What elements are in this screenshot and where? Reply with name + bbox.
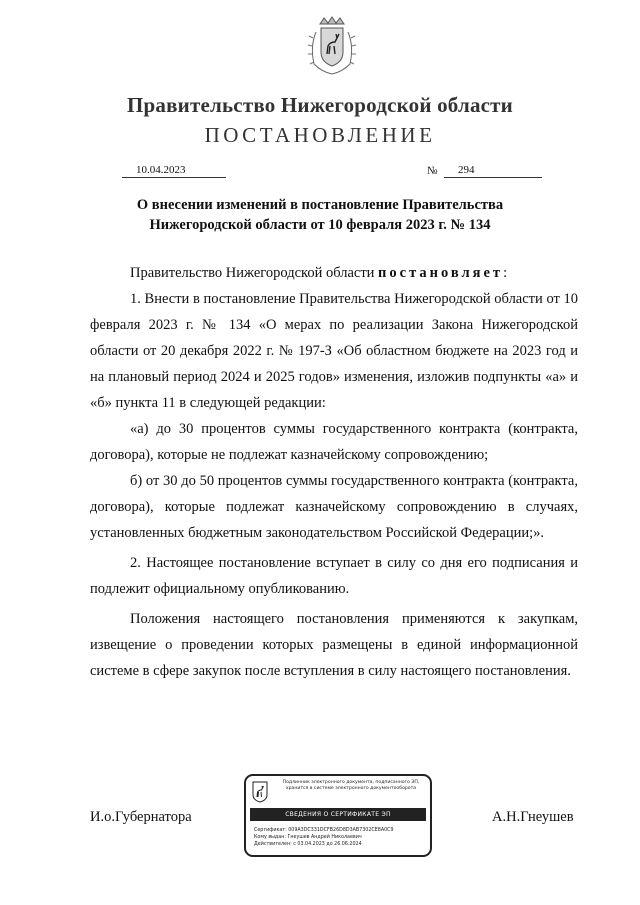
number-label: № xyxy=(427,165,438,177)
subparagraph-b: б) от 30 до 50 процентов суммы государственного контракта (контракта, договора), которые подлежат казначейскому сопровождению в случаях, установленных бюджетным законодательством Российской Федерации;». xyxy=(90,473,578,541)
document-type: ПОСТАНОВЛЕНИЕ xyxy=(204,123,436,147)
stamp-owner: Кому выдан: Гнеушев Андрей Николаевич xyxy=(254,835,362,840)
stamp-validity: Действителен: с 03.04.2023 до 26.06.2024 xyxy=(254,842,362,847)
intro-prefix: Правительство Нижегородской области xyxy=(130,265,379,281)
coat-of-arms-icon xyxy=(306,16,358,76)
stamp-header: СВЕДЕНИЯ О СЕРТИФИКАТЕ ЭП xyxy=(250,808,426,821)
stamp-certificate: Сертификат: 009A3DC331DCFB26D8D3AB7302CE8A0C9 xyxy=(254,828,394,833)
intro-suffix: : xyxy=(503,265,508,281)
signer-name: А.Н.Гнеушев xyxy=(492,809,574,825)
e-signature-stamp xyxy=(244,774,432,857)
deer-emblem-icon xyxy=(252,781,268,803)
decree-word: постановляет xyxy=(378,265,504,281)
stamp-notice: Подлинник электронного документа, подписанного ЭП, хранится в системе электронного документооборота xyxy=(282,780,420,791)
title-line-2: Нижегородской области от 10 февраля 2023 г. № 134 xyxy=(149,217,491,233)
org-name: Правительство Нижегородской области xyxy=(127,93,513,117)
paragraph-1: 1. Внести в постановление Правительства Нижегородской области от 10 февраля 2023 г. № 134 «О мерах по реализации Закона Нижегородской области от 20 декабря 2022 г. № 197-З «Об областном бюджете на 2023 год и на плановый период 2024 и 2025 годов» изменения, изложив подпункты «а» и «б» пункта 11 в следующей редакции: xyxy=(90,291,578,411)
signer-title: И.о.Губернатора xyxy=(90,809,192,825)
paragraph-3: Положения настоящего постановления применяются к закупкам, извещение о проведении которых размещены в единой информационной системе в сфере закупок после вступления в силу настоящего постановления. xyxy=(90,611,578,679)
document-date: 10.04.2023 xyxy=(122,163,226,178)
document-body xyxy=(90,260,578,684)
document-number: 294 xyxy=(444,163,542,178)
paragraph-2: 2. Настоящее постановление вступает в силу со дня его подписания и подлежит официальному опубликованию. xyxy=(90,555,578,597)
intro-paragraph xyxy=(90,260,578,286)
title-line-1: О внесении изменений в постановление Правительства xyxy=(136,197,504,213)
document-title xyxy=(0,195,640,235)
subparagraph-a: «а) до 30 процентов суммы государственного контракта (контракта, договора), которые не подлежат казначейскому сопровождению; xyxy=(90,421,578,463)
